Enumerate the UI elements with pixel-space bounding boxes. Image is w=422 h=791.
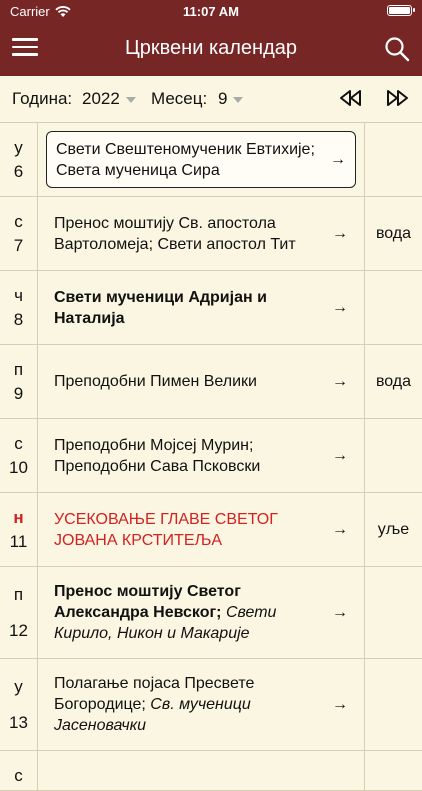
- day-cell: [0, 567, 38, 658]
- day-number: 8: [13, 310, 24, 329]
- fast-backward-icon[interactable]: [338, 88, 364, 108]
- status-time: 11:07 AM: [183, 4, 239, 19]
- day-cell: [0, 751, 38, 790]
- weekday-label: с: [14, 766, 23, 785]
- feast-cell[interactable]: [38, 197, 365, 270]
- fast-cell: [365, 751, 422, 790]
- feast-cell[interactable]: [38, 659, 365, 750]
- month-select[interactable]: [218, 89, 243, 109]
- day-number: 12: [9, 621, 28, 640]
- fast-forward-icon[interactable]: [384, 88, 410, 108]
- day-cell: [0, 493, 38, 566]
- day-cell: [0, 659, 38, 750]
- year-select[interactable]: [82, 89, 136, 109]
- weekday-label: п: [13, 585, 24, 604]
- day-cell: [0, 123, 38, 196]
- day-cell: [0, 419, 38, 492]
- nav-bar: [0, 22, 422, 76]
- feast-text: Преподобни Пимен Велики: [54, 373, 257, 390]
- filter-bar: [0, 76, 422, 122]
- weekday-label: п: [13, 360, 24, 379]
- list-item[interactable]: [0, 271, 422, 345]
- status-bar: [0, 0, 422, 22]
- arrow-right-icon[interactable]: →: [332, 446, 348, 464]
- feast-text: Свети мученици Адријан и Наталија: [54, 288, 267, 327]
- list-item[interactable]: [0, 567, 422, 659]
- feast-cell[interactable]: [38, 419, 365, 492]
- day-number: 11: [9, 532, 28, 551]
- weekday-label: у: [14, 677, 23, 696]
- weekday-label: у: [14, 138, 23, 157]
- year-value: 2022: [82, 89, 120, 108]
- feast-cell[interactable]: [38, 493, 365, 566]
- weekday-label: с: [14, 212, 23, 231]
- fast-cell: [365, 419, 422, 492]
- list-item[interactable]: [0, 493, 422, 567]
- arrow-right-icon[interactable]: →: [332, 520, 348, 538]
- arrow-right-icon[interactable]: →: [332, 224, 348, 242]
- feast-cell[interactable]: [38, 271, 365, 344]
- carrier-label: Carrier: [10, 4, 50, 19]
- arrow-right-icon[interactable]: →: [332, 372, 348, 390]
- list-item[interactable]: [0, 659, 422, 751]
- weekday-label: ч: [14, 286, 23, 305]
- fast-cell: [365, 567, 422, 658]
- feast-text-italic: Св. мученици Јасеновачки: [54, 696, 251, 734]
- day-number: 10: [9, 458, 28, 477]
- fast-cell: уље: [377, 520, 410, 538]
- feast-cell[interactable]: [38, 123, 365, 196]
- weekday-label: с: [14, 434, 23, 453]
- list-item[interactable]: [0, 419, 422, 493]
- chevron-down-icon: [233, 97, 243, 103]
- month-value: 9: [218, 89, 228, 108]
- feast-text: Свети Свештеномученик Евтихије; Света мученица Сира: [56, 140, 315, 179]
- arrow-right-icon[interactable]: →: [332, 603, 348, 621]
- fast-cell: [365, 123, 422, 196]
- chevron-down-icon: [126, 97, 136, 103]
- list-item[interactable]: [0, 123, 422, 197]
- month-label: Месец:: [151, 89, 208, 108]
- feast-cell[interactable]: [38, 345, 365, 418]
- arrow-right-icon[interactable]: →: [330, 150, 346, 168]
- year-label: Година:: [12, 89, 73, 108]
- search-icon[interactable]: [384, 36, 410, 62]
- day-number: 9: [13, 384, 24, 403]
- fast-cell: [365, 659, 422, 750]
- arrow-right-icon[interactable]: →: [332, 298, 348, 316]
- feast-text: УСЕКОВАЊЕ ГЛАВЕ СВЕТОГ ЈОВАНА КРСТИТЕЉА: [54, 510, 278, 549]
- calendar-list: [0, 122, 422, 791]
- feast-text: Пренос моштију Св. апостола Вартоломеја; Свети апостол Тит: [54, 214, 296, 253]
- list-item[interactable]: [0, 751, 422, 791]
- day-number: 6: [13, 162, 24, 181]
- day-cell: [0, 345, 38, 418]
- fast-cell: вода: [375, 372, 412, 390]
- weekday-label: н: [13, 508, 24, 527]
- day-number: 13: [9, 713, 28, 732]
- list-item[interactable]: [0, 197, 422, 271]
- day-cell: [0, 197, 38, 270]
- feast-text: [38, 673, 364, 736]
- fast-cell: [365, 271, 422, 344]
- day-cell: [0, 271, 38, 344]
- feast-text-main: Полагање појаса Пресвете Богородице;: [54, 675, 255, 713]
- day-number: 7: [13, 236, 24, 255]
- feast-text: Преподобни Мојсеј Мурин; Преподобни Сава Псковски: [54, 436, 261, 475]
- feast-cell[interactable]: [38, 751, 365, 790]
- battery-icon: [387, 5, 412, 16]
- feast-text-bold: Пренос моштију Светог Александра Невског;: [54, 583, 241, 621]
- feast-text: [38, 581, 364, 644]
- feast-text-italic: Свети Кирило, Никон и Макарије: [54, 604, 277, 642]
- feast-cell[interactable]: [38, 567, 365, 658]
- arrow-right-icon[interactable]: →: [332, 695, 348, 713]
- list-item[interactable]: [0, 345, 422, 419]
- page-title: Црквени календар: [124, 37, 298, 59]
- fast-cell: вода: [375, 224, 412, 242]
